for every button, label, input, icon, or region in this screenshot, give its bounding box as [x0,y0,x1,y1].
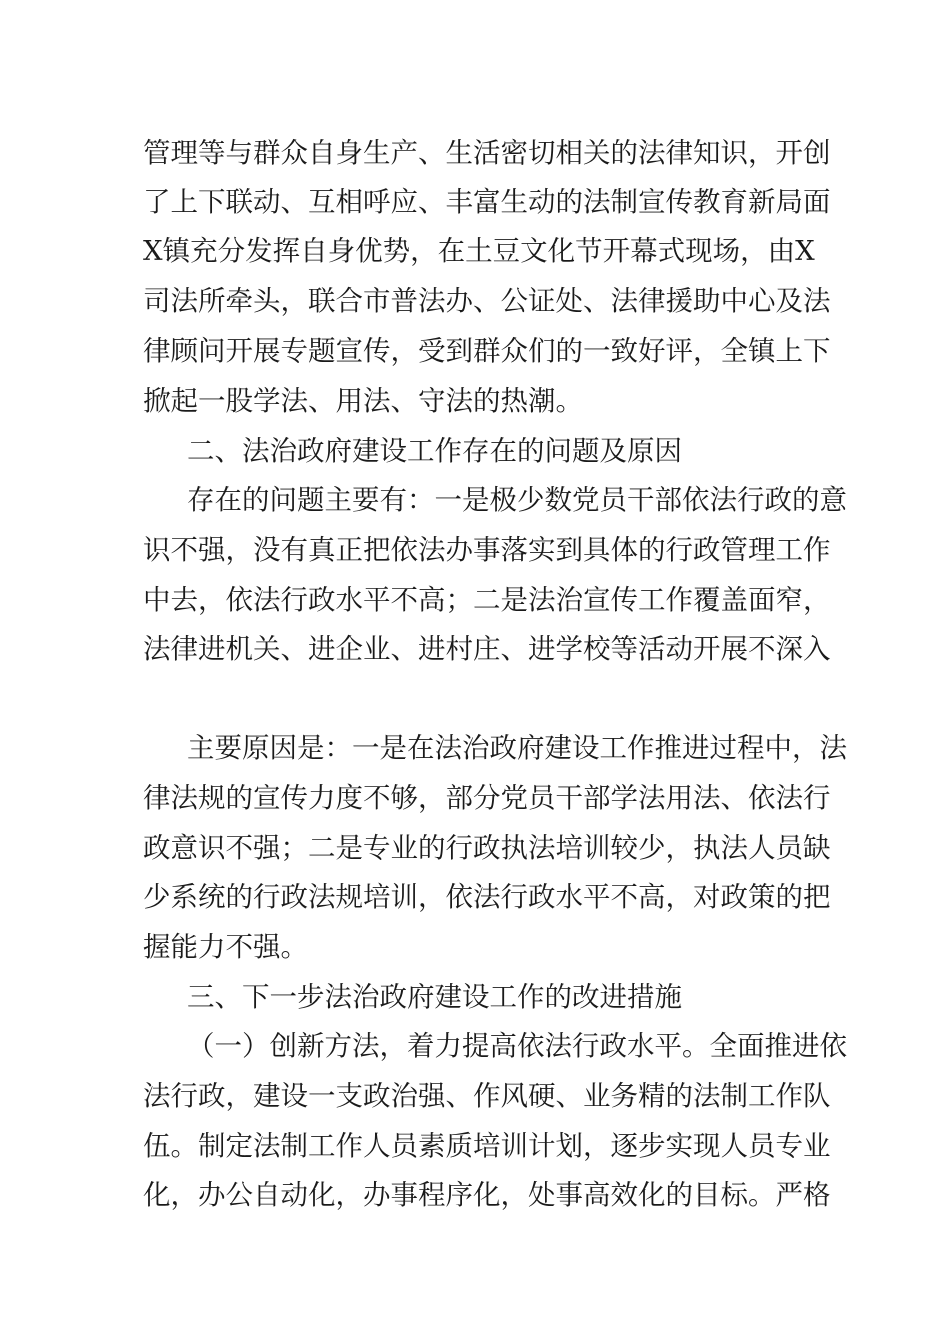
text-line: 政意识不强；二是专业的行政执法培训较少，执法人员缺 [143,832,831,864]
text-line: 掀起一股学法、用法、守法的热潮。 [143,385,583,417]
text-line: 主要原因是：一是在法治政府建设工作推进过程中，法 [187,732,847,764]
text-line: 识不强，没有真正把依法办事落实到具体的行政管理工作 [143,534,831,566]
text-line: 少系统的行政法规培训，依法行政水平不高，对政策的把 [143,881,831,913]
text-line: 握能力不强。 [143,931,308,963]
text-line: 化，办公自动化，办事程序化，处事高效化的目标。严格 [143,1179,831,1211]
text-line: 存在的问题主要有：一是极少数党员干部依法行政的意 [187,484,847,516]
section-heading: 二、法治政府建设工作存在的问题及原因 [187,435,682,467]
text-line: 伍。制定法制工作人员素质培训计划，逐步实现人员专业 [143,1130,831,1162]
text-line: 了上下联动、互相呼应、丰富生动的法制宣传教育新局面 [143,186,831,218]
text-line: 律法规的宣传力度不够，部分党员干部学法用法、依法行 [143,782,831,814]
text-line: 法律进机关、进企业、进村庄、进学校等活动开展不深入 [143,633,831,665]
text-line: 律顾问开展专题宣传，受到群众们的一致好评，全镇上下 [143,335,831,367]
text-line: 中去，依法行政水平不高；二是法治宣传工作覆盖面窄， [143,584,831,616]
text-line: 法行政，建设一支政治强、作风硬、业务精的法制工作队 [143,1080,831,1112]
text-line: （一）创新方法，着力提高依法行政水平。全面推进依 [187,1030,847,1062]
section-heading: 三、下一步法治政府建设工作的改进措施 [187,981,682,1013]
text-line: 司法所牵头，联合市普法办、公证处、法律援助中心及法 [143,285,831,317]
text-line: X镇充分发挥自身优势，在土豆文化节开幕式现场，由X [143,235,815,267]
text-line: 管理等与群众自身生产、生活密切相关的法律知识，开创 [143,137,831,169]
